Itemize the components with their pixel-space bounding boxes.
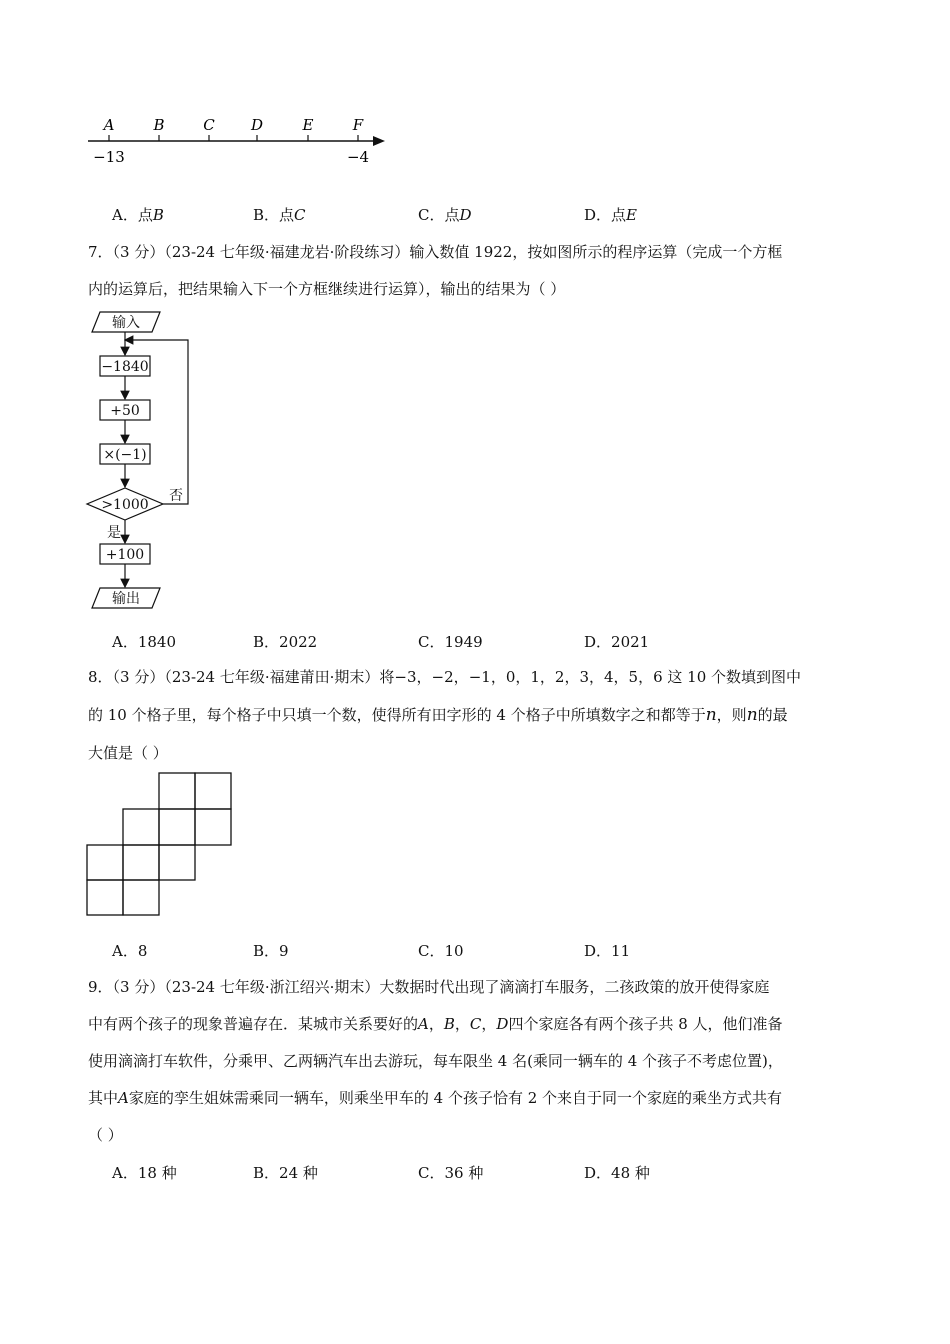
var-n: n xyxy=(705,705,717,725)
q6-option-d[interactable]: D．点E xyxy=(584,206,637,224)
flow-step4-label: +100 xyxy=(105,547,145,563)
flow-no-label: 否 xyxy=(169,488,183,504)
flow-step3-label: ×(−1) xyxy=(103,447,147,463)
point-label-e: E xyxy=(302,116,314,134)
num-neg2: −2 xyxy=(431,668,454,686)
var-n-2: n xyxy=(746,705,758,725)
q9-stem-line-5: （ ） xyxy=(88,1126,123,1144)
q9-stem-line-1: 9．（3 分）（23-24 七年级·浙江绍兴·期末）大数据时代出现了滴滴打车服务，二孩政策的放开使得家庭 xyxy=(88,978,770,996)
q8-option-a[interactable]: A．8 xyxy=(112,942,148,960)
q6-number-line-figure xyxy=(80,108,400,172)
q8-grid-figure xyxy=(86,772,234,917)
point-label-f: F xyxy=(352,116,364,134)
q7-flowchart xyxy=(84,308,204,614)
value-label-right: −4 xyxy=(346,148,370,166)
number-line-arrow-icon xyxy=(373,136,385,146)
value-label-left: −13 xyxy=(93,148,125,166)
q9-option-b[interactable]: B．24 种 xyxy=(253,1164,318,1182)
num-neg1: −1 xyxy=(468,668,491,686)
flow-step1-label: −1840 xyxy=(101,359,149,375)
point-label-d: D xyxy=(250,116,264,134)
num-neg3: −3 xyxy=(394,668,417,686)
flow-yes-label: 是 xyxy=(107,525,121,541)
flow-condition-label: >1000 xyxy=(101,497,149,513)
q7-stem-line-2: 内的运算后，把结果输入下一个方框继续进行运算），输出的结果为（ ） xyxy=(88,280,566,298)
flow-input-label: 输入 xyxy=(112,315,140,331)
q7-option-a[interactable]: A．1840 xyxy=(112,633,177,651)
q8-stem-line-3: 大值是（ ） xyxy=(88,744,168,762)
q8-option-c[interactable]: C．10 xyxy=(418,942,464,960)
point-label-b: B xyxy=(153,116,165,134)
q8-option-b[interactable]: B．9 xyxy=(253,942,289,960)
q9-option-a[interactable]: A．18 种 xyxy=(112,1164,177,1182)
q7-stem-line-1: 7．（3 分）（23-24 七年级·福建龙岩·阶段练习）输入数值 1922，按如图所示的程序运算（完成一个方框 xyxy=(88,243,783,261)
q8-stem-line-2: 的 10 个格子里，每个格子中只填一个数，使得所有田字形的 4 个格子中所填数字之和都等于n，则n的最 xyxy=(88,705,788,725)
q9-stem-line-4: 其中A家庭的孪生姐妹需乘同一辆车，则乘坐甲车的 4 个孩子恰有 2 个来自于同一个家庭的乘坐方式共有 xyxy=(88,1089,783,1107)
q8-option-d[interactable]: D．11 xyxy=(584,942,631,960)
flow-step2-label: +50 xyxy=(110,403,140,419)
q8-stem-line-1: 8．（3 分）（23-24 七年级·福建莆田·期末）将−3，−2，−1，0，1，2，3，4，5，6 这 10 个数填到图中 xyxy=(88,668,802,686)
q9-option-c[interactable]: C．36 种 xyxy=(418,1164,484,1182)
point-label-c: C xyxy=(203,116,215,134)
q9-stem-line-3: 使用滴滴打车软件，分乘甲、乙两辆汽车出去游玩，每车限坐 4 名(乘同一辆车的 4 个孩子不考虑位置)， xyxy=(88,1052,783,1070)
q7-option-b[interactable]: B．2022 xyxy=(253,633,318,651)
q6-option-b[interactable]: B．点C xyxy=(253,206,306,224)
point-label-a: A xyxy=(103,116,115,134)
q9-option-d[interactable]: D．48 种 xyxy=(584,1164,650,1182)
q9-stem-line-2: 中有两个孩子的现象普遍存在．某城市关系要好的A，B，C，D四个家庭各有两个孩子共 8 人，他们准备 xyxy=(88,1015,783,1033)
q6-option-c[interactable]: C．点D xyxy=(418,206,472,224)
q6-option-a[interactable]: A．点B xyxy=(112,206,164,224)
q7-option-d[interactable]: D．2021 xyxy=(584,633,650,651)
flow-output-label: 输出 xyxy=(112,591,140,607)
q7-option-c[interactable]: C．1949 xyxy=(418,633,483,651)
